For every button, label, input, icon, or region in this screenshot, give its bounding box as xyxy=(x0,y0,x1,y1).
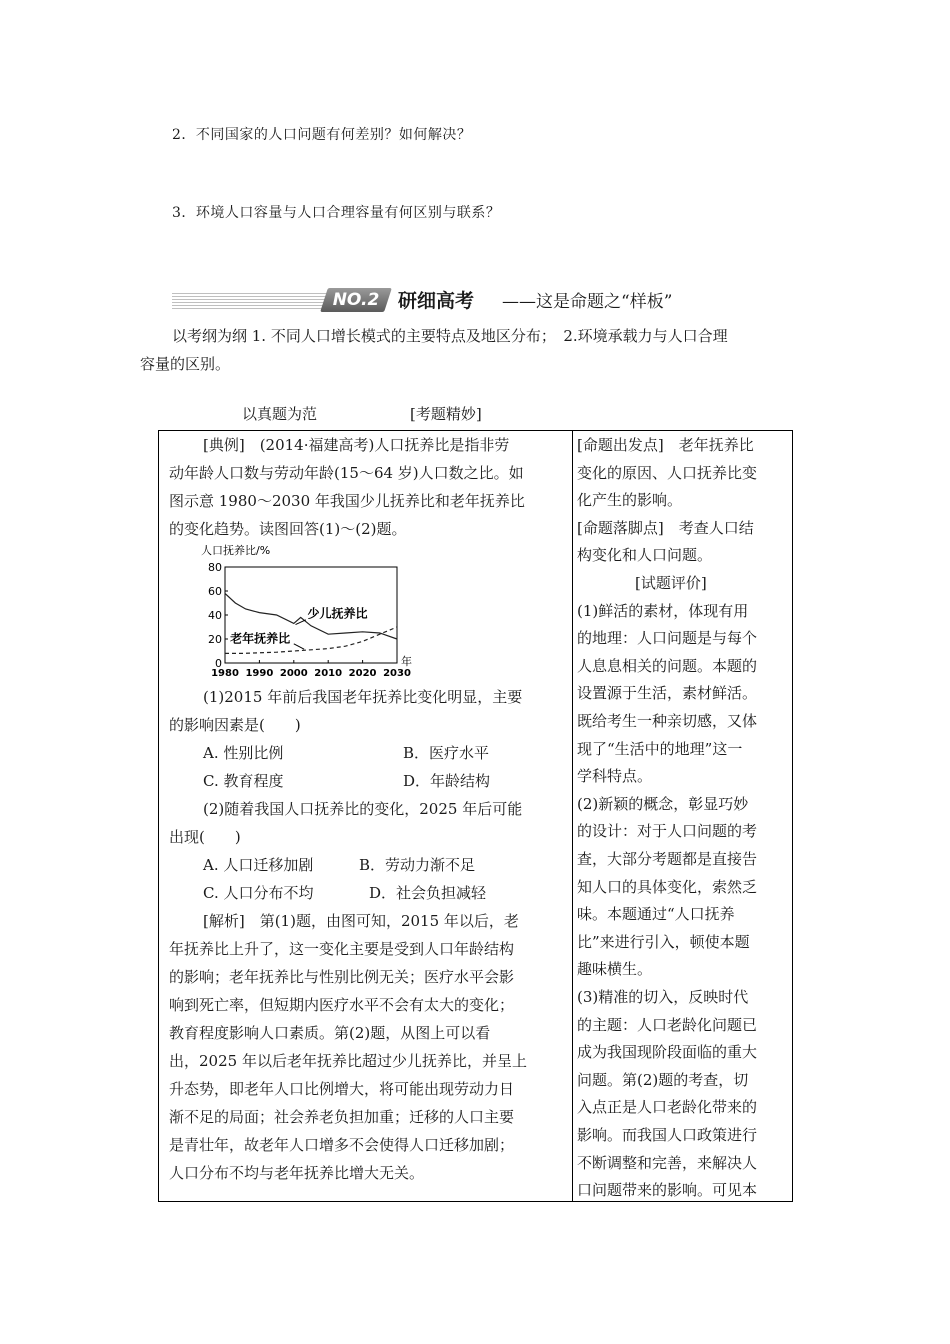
q1-option-d: D．年龄结构 xyxy=(403,772,491,790)
commentary-line: 变化的原因、人口抚养比变 xyxy=(577,463,758,482)
analysis-line: 人口分布不均与老年抚养比增大无关。 xyxy=(169,1164,425,1182)
chart-ylabel: 人口抚养比/% xyxy=(201,544,271,557)
x-tick-label: 2010 xyxy=(314,668,343,679)
section-number-badge: NO.2 xyxy=(320,288,392,312)
q2-option-b: B．劳动力渐不足 xyxy=(359,856,476,874)
analysis-line: 出，2025 年以后老年抚养比超过少儿抚养比，并呈上 xyxy=(169,1052,527,1070)
exam-table xyxy=(158,430,793,1202)
commentary-line: 的地理：人口问题是与每个 xyxy=(577,629,758,648)
y-tick-label: 80 xyxy=(208,561,222,574)
commentary-line: (2)新颖的概念，彰显巧妙 xyxy=(577,794,749,813)
x-tick-label: 1980 xyxy=(211,668,239,679)
commentary-line: 不断调整和完善，来解决人 xyxy=(577,1153,758,1172)
question-2: 2．不同国家的人口问题有何差别？如何解决？ xyxy=(172,127,472,143)
q2-option-d: D．社会负担减轻 xyxy=(369,884,487,902)
commentary-cell xyxy=(573,431,793,1202)
q1-stem: 的影响因素是( ) xyxy=(169,716,301,734)
example-line: 动年龄人口数与劳动年龄(15～64 岁)人口数之比。如 xyxy=(169,464,524,482)
dependency-ratio-chart xyxy=(199,543,439,683)
analysis-line: 的影响；老年抚养比与性别比例无关；医疗水平会影 xyxy=(169,968,515,986)
commentary-line: 设置源于生活，素材鲜活。 xyxy=(577,684,758,703)
commentary-line: [命题落脚点] 考查人口结 xyxy=(577,518,754,537)
commentary-line: 人息息相关的问题。本题的 xyxy=(577,656,758,675)
chart-xlabel: 年 xyxy=(401,655,412,668)
q2-option-a: A. 人口迁移加剧 xyxy=(203,856,314,874)
example-line: [典例] (2014·福建高考)人口抚养比是指非劳 xyxy=(203,436,510,454)
commentary-line: 构变化和人口问题。 xyxy=(577,546,713,565)
q1-option-a: A. 性别比例 xyxy=(203,744,284,762)
y-tick-label: 40 xyxy=(208,609,222,622)
analysis-line: 升态势，即老年人口比例增大，将可能出现劳动力日 xyxy=(169,1080,515,1098)
commentary-line: 的设计：对于人口问题的考 xyxy=(577,822,758,841)
banner-hatch-decoration xyxy=(172,291,327,309)
commentary-line: 趣味横生。 xyxy=(577,960,653,979)
y-tick-label: 20 xyxy=(208,633,222,646)
analysis-line: [解析] 第(1)题，由图可知，2015 年以后，老 xyxy=(203,912,519,930)
analysis-line: 渐不足的局面；社会养老负担加重；迁移的人口主要 xyxy=(169,1108,515,1126)
x-tick-label: 1990 xyxy=(245,668,274,679)
table-header-right: [考题精妙] xyxy=(410,405,482,423)
x-tick-label: 2030 xyxy=(383,668,411,679)
commentary-line: 成为我国现阶段面临的重大 xyxy=(577,1043,758,1062)
q1-option-b: B．医疗水平 xyxy=(403,744,490,762)
commentary-line: 知人口的具体变化，索然乏 xyxy=(577,877,758,896)
q2-option-c: C. 人口分布不均 xyxy=(203,884,314,902)
q1-stem: (1)2015 年前后我国老年抚养比变化明显，主要 xyxy=(203,688,523,706)
commentary-line: 的主题：人口老龄化问题已 xyxy=(577,1015,758,1034)
section-banner xyxy=(172,288,732,314)
x-tick-label: 2020 xyxy=(348,668,377,679)
elderly-ratio-pointer xyxy=(294,644,304,649)
analysis-line: 教育程度影响人口素质。第(2)题，从图上可以看 xyxy=(169,1024,491,1042)
q1-option-c: C. 教育程度 xyxy=(203,772,284,790)
x-tick-label: 2000 xyxy=(279,668,308,679)
example-cell xyxy=(159,431,573,1202)
commentary-line: 比”来进行引入，顿使本题 xyxy=(577,932,750,951)
commentary-line: 问题。第(2)题的考查，切 xyxy=(577,1070,749,1089)
outline-line-1: 以考纲为纲 1. 不同人口增长模式的主要特点及地区分布； 2.环境承载力与人口合理 xyxy=(172,327,728,345)
commentary-line: 查，大部分考题都是直接告 xyxy=(577,850,758,868)
analysis-line: 年抚养比上升了，这一变化主要是受到人口年龄结构 xyxy=(169,940,515,958)
table-header-left: 以真题为范 xyxy=(242,405,318,423)
commentary-line: 既给考生一种亲切感，又体 xyxy=(577,712,758,730)
question-3: 3．环境人口容量与人口合理容量有何区别与联系？ xyxy=(172,205,501,221)
section-subtitle: ——这是命题之“样板” xyxy=(502,292,673,312)
child-ratio-label: 少儿抚养比 xyxy=(307,606,368,621)
q2-stem: 出现( ) xyxy=(169,828,241,846)
elderly-ratio-label: 老年抚养比 xyxy=(230,631,291,646)
commentary-line: (1)鲜活的素材，体现有用 xyxy=(577,601,749,620)
commentary-line: [命题出发点] 老年抚养比 xyxy=(577,436,754,454)
commentary-line: 现了“生活中的地理”这一 xyxy=(577,739,743,758)
commentary-line: 口问题带来的影响。可见本 xyxy=(577,1181,758,1200)
commentary-line: (3)精准的切入，反映时代 xyxy=(577,988,749,1006)
example-line: 的变化趋势。读图回答(1)～(2)题。 xyxy=(169,520,407,538)
commentary-line: 味。本题通过“人口抚养 xyxy=(577,905,735,924)
commentary-line: 影响。而我国人口政策进行 xyxy=(577,1126,758,1144)
commentary-line: [试题评价] xyxy=(635,574,707,592)
analysis-line: 响到死亡率，但短期内医疗水平不会有太大的变化； xyxy=(169,996,515,1014)
section-title: 研细高考 xyxy=(398,290,475,312)
example-line: 图示意 1980～2030 年我国少儿抚养比和老年抚养比 xyxy=(169,492,525,510)
commentary-line: 化产生的影响。 xyxy=(577,491,683,510)
outline-line-2: 容量的区别。 xyxy=(140,355,231,373)
analysis-line: 是青壮年，故老年人口增多不会使得人口迁移加剧； xyxy=(169,1136,515,1154)
commentary-line: 学科特点。 xyxy=(577,767,653,786)
y-tick-label: 60 xyxy=(208,585,222,598)
y-tick-label: 0 xyxy=(215,657,222,670)
q2-stem: (2)随着我国人口抚养比的变化，2025 年后可能 xyxy=(203,800,523,818)
commentary-line: 入点正是人口老龄化带来的 xyxy=(577,1098,758,1117)
